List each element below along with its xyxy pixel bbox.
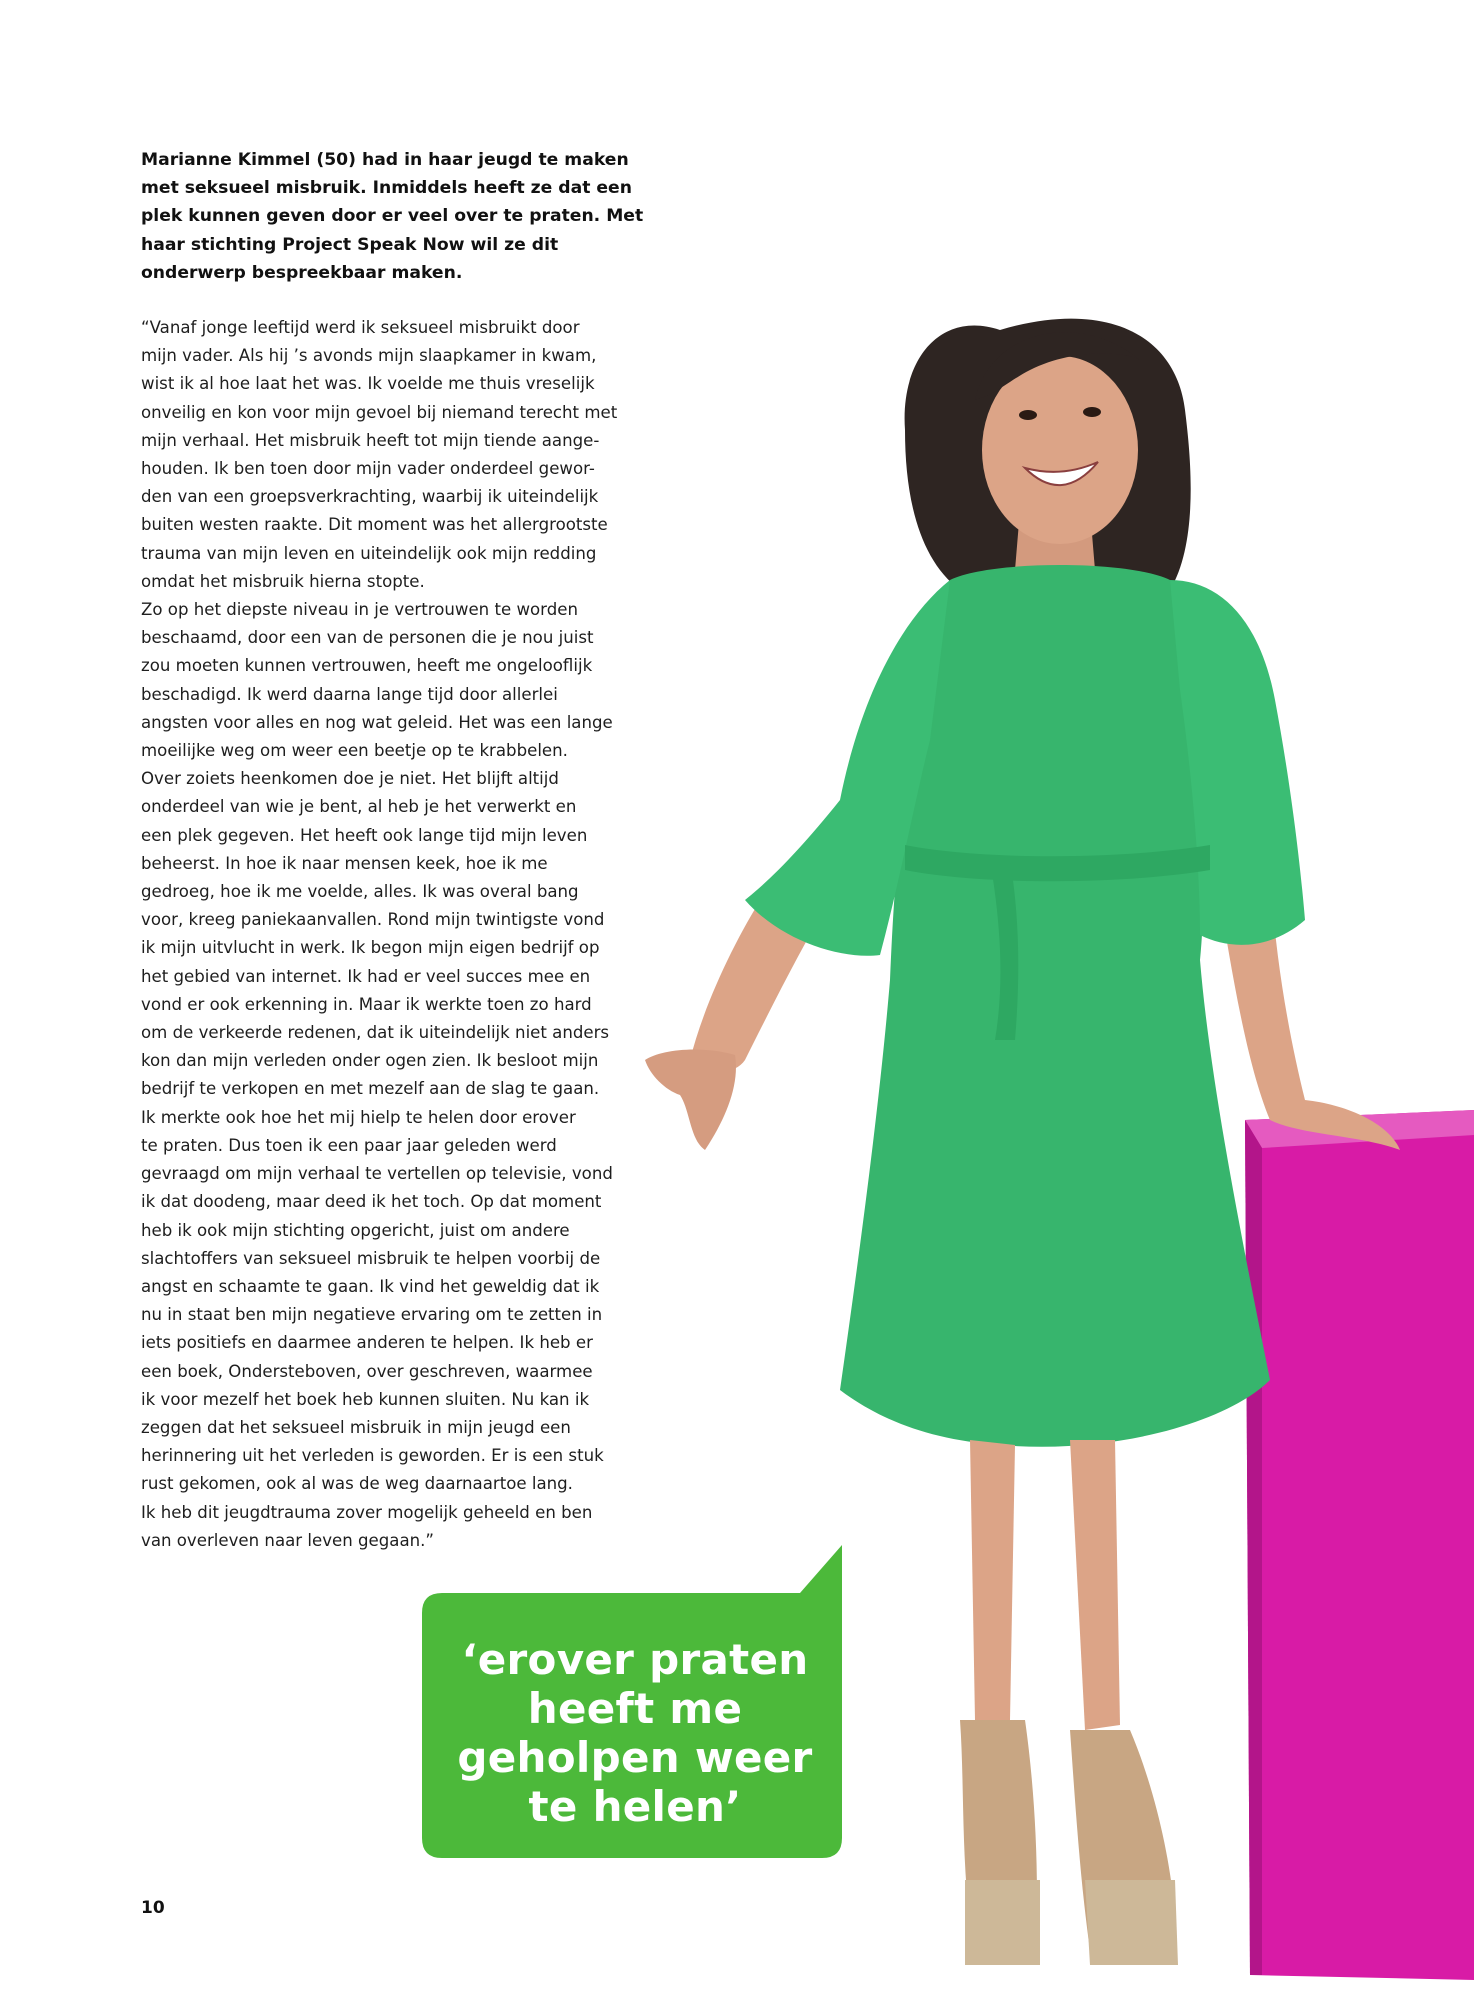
body-line: Over zoiets heenkomen doe je niet. Het blijft altijd: [141, 769, 559, 789]
body-line: houden. Ik ben toen door mijn vader onderdeel gewor-: [141, 459, 595, 479]
body-line: van overleven naar leven gegaan.”: [141, 1530, 435, 1550]
quote-line: heeft me: [527, 1684, 743, 1733]
intro-paragraph: Marianne Kimmel (50) had in haar jeugd te maken met seksueel misbruik. Inmiddels heeft ze dat een plek kunnen geven door er veel over te praten. Met haar stichting Project Speak Now wil ze dit onderwerp bespreekbaar maken.: [141, 150, 644, 283]
body-line: den van een groepsverkrachting, waarbij ik uiteindelijk: [141, 487, 599, 507]
page-number: 10: [141, 1898, 165, 1918]
pink-cube: [1245, 1110, 1474, 1980]
body-line: slachtoffers van seksueel misbruik te helpen voorbij de: [141, 1248, 601, 1268]
body-line: beschadigd. Ik werd daarna lange tijd door allerlei: [141, 684, 558, 704]
body-line: bedrijf te verkopen en met mezelf aan de slag te gaan.: [141, 1079, 600, 1099]
body-line: beheerst. In hoe ik naar mensen keek, hoe ik me: [141, 853, 548, 873]
body-line: onveilig en kon voor mijn gevoel bij niemand terecht met: [141, 402, 618, 422]
body-line: zou moeten kunnen vertrouwen, heeft me ongelooflijk: [141, 656, 593, 676]
body-line: onderdeel van wie je bent, al heb je het verwerkt en: [141, 797, 577, 817]
body-line: een boek, Ondersteboven, over geschreven, waarmee: [141, 1361, 593, 1381]
body-line: gedroeg, hoe ik me voelde, alles. Ik was overal bang: [141, 882, 579, 902]
article-body: [141, 314, 661, 1555]
body-line: kon dan mijn verleden onder ogen zien. Ik besloot mijn: [141, 1051, 599, 1071]
body-line: “Vanaf jonge leeftijd werd ik seksueel misbruikt door: [141, 318, 580, 337]
body-line: ik mijn uitvlucht in werk. Ik begon mijn eigen bedrijf op: [141, 938, 600, 958]
body-line: rust gekomen, ook al was de weg daarnaartoe lang.: [141, 1474, 573, 1494]
body-line: herinnering uit het verleden is geworden. Er is een stuk: [141, 1446, 604, 1466]
body-line: ik voor mezelf het boek heb kunnen sluiten. Nu kan ik: [141, 1389, 590, 1409]
pull-quote-text: [420, 1635, 850, 1831]
body-line: zeggen dat het seksueel misbruik in mijn jeugd een: [141, 1417, 571, 1437]
body-line: mijn vader. Als hij ’s avonds mijn slaapkamer in kwam,: [141, 346, 597, 366]
body-line: een plek gegeven. Het heeft ook lange tijd mijn leven: [141, 825, 588, 845]
body-line: het gebied van internet. Ik had er veel succes mee en: [141, 966, 591, 986]
body-line: iets positiefs en daarmee anderen te helpen. Ik heb er: [141, 1333, 593, 1353]
body-line: wist ik al hoe laat het was. Ik voelde me thuis vreselijk: [141, 374, 595, 394]
body-line: om de verkeerde redenen, dat ik uiteindelijk niet anders: [141, 1023, 610, 1043]
quote-line: te helen’: [528, 1782, 742, 1831]
body-line: beschaamd, door een van de personen die je nou juist: [141, 628, 594, 648]
body-line: vond er ook erkenning in. Maar ik werkte toen zo hard: [141, 994, 592, 1014]
body-line: trauma van mijn leven en uiteindelijk ook mijn redding: [141, 543, 597, 563]
body-line: angst en schaamte te gaan. Ik vind het geweldig dat ik: [141, 1276, 600, 1296]
body-line: nu in staat ben mijn negatieve ervaring om te zetten in: [141, 1305, 603, 1325]
quote-line: geholpen weer: [457, 1733, 813, 1782]
body-line: Zo op het diepste niveau in je vertrouwen te worden: [141, 600, 578, 620]
body-line: heb ik ook mijn stichting opgericht, juist om andere: [141, 1220, 570, 1240]
pull-quote-bubble: [420, 1545, 850, 1860]
body-line: moeilijke weg om weer een beetje op te krabbelen.: [141, 741, 568, 761]
body-line: buiten westen raakte. Dit moment was het allergrootste: [141, 515, 608, 535]
body-line: mijn verhaal. Het misbruik heeft tot mijn tiende aange-: [141, 430, 600, 450]
body-line: Ik heb dit jeugdtrauma zover mogelijk geheeld en ben: [141, 1502, 593, 1522]
body-line: angsten voor alles en nog wat geleid. Het was een lange: [141, 712, 613, 732]
quote-line: ‘erover praten: [461, 1635, 809, 1684]
body-line: omdat het misbruik hierna stopte.: [141, 571, 425, 591]
body-line: gevraagd om mijn verhaal te vertellen op televisie, vond: [141, 1164, 613, 1184]
body-line: voor, kreeg paniekaanvallen. Rond mijn twintigste vond: [141, 910, 605, 930]
body-line: te praten. Dus toen ik een paar jaar geleden werd: [141, 1135, 557, 1155]
body-line: ik dat doodeng, maar deed ik het toch. Op dat moment: [141, 1192, 602, 1212]
body-line: Ik merkte ook hoe het mij hielp te helen door erover: [141, 1107, 576, 1127]
